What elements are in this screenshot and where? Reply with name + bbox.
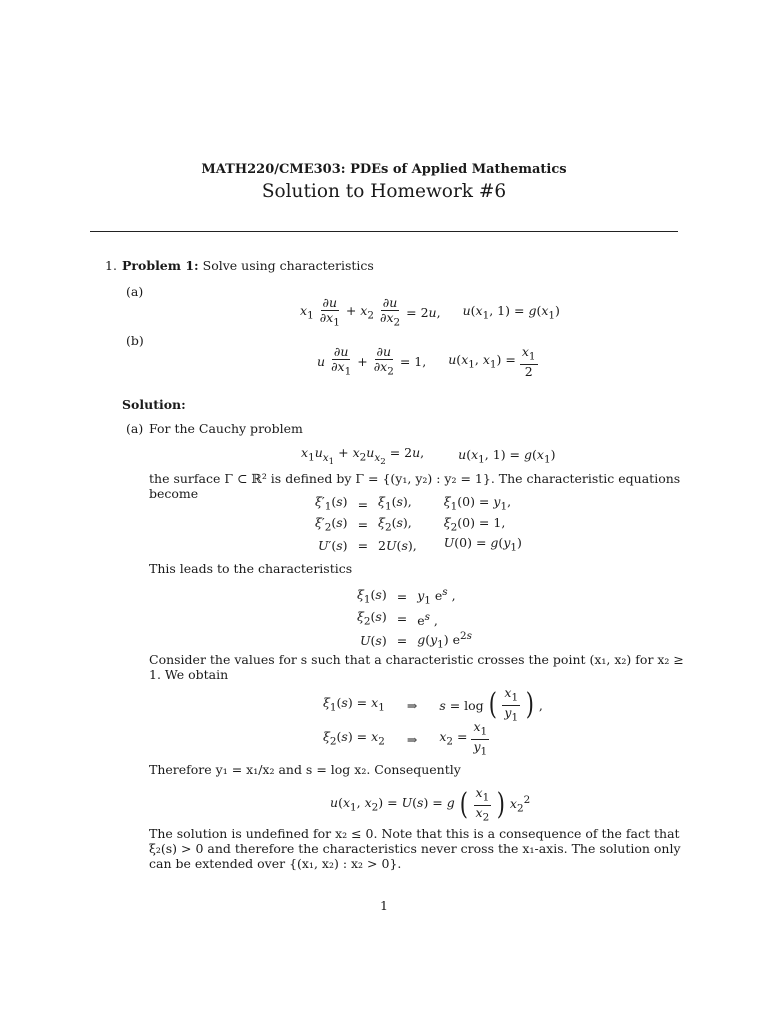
- equation-x2-value: $\xi_2(s) = x_2$ ⇒ $x_2$ = $\frac{x_1}{y_1}$: [323, 719, 488, 757]
- problem-text: Solve using characteristics: [202, 258, 374, 273]
- problem-label: Problem 1:: [122, 258, 199, 273]
- solution-a-intro: For the Cauchy problem: [149, 421, 303, 436]
- equation-b: u $\frac{\partial u}{\partial x_1}$ + $\frac{\partial u}{\partial x_2}$ = 1, $u(x_1$, $x_1$) = $\frac{x_1}{2}$: [317, 344, 536, 379]
- equation-a: $x_1$ $\frac{\partial u}{\partial x_1}$ + $x_2$ $\frac{\partial u}{\partial x_2}$ = 2u, $u(x_1$, $1) = g(x_1)$: [300, 295, 560, 329]
- page-title: Solution to Homework #6: [261, 181, 507, 202]
- part-a-label: (a): [126, 284, 144, 299]
- problem-number: 1.: [105, 258, 117, 273]
- problem-heading: [122, 258, 374, 273]
- characteristics-solution: $\xi_1(s)$ = $y_1$ $e^s$ , $\xi_2(s)$ = $e^s$ , U(s) = $g(y_1)$ $e^{2s}$: [357, 586, 473, 651]
- surface-description: the surface Γ ⊂ ℝ² is defined by Γ = {(y₁, y₂) : y₂ = 1}. The characteristic equations become: [149, 471, 681, 501]
- undefined-domain-text: The solution is undefined for x₂ ≤ 0. Note that this is a consequence of the fact that ξ₂(s) > 0 and therefore the characteristics never cross the x₁-axis. The solution only can be extended over {(x₁, x₂) : x₂ > 0}.: [149, 826, 681, 871]
- divider: [90, 231, 678, 232]
- cauchy-problem-equation: $x_1u_{x_1} + x_2u_{x_2} = 2u$, $u(x_1$, $1) = g(x_1)$: [301, 445, 556, 467]
- page-number: 1: [380, 898, 388, 913]
- consider-text: Consider the values for s such that a characteristic crosses the point (x₁, x₂) for x₂ ≥ 1. We obtain: [149, 652, 684, 682]
- equation-s-value: $\xi_1(s) = x_1$ ⇒ s = log ( $\frac{x_1}{y_1}$ ) ,: [323, 685, 543, 723]
- leads-text: This leads to the characteristics: [149, 561, 353, 576]
- solution-a-label: (a): [126, 421, 144, 436]
- solution-heading: Solution:: [122, 397, 186, 412]
- course-title: MATH220/CME303: PDEs of Applied Mathematics: [201, 162, 567, 177]
- final-solution-equation: $u(x_1$, $x_2) = U(s) = g$ ( $\frac{x_1}{x_2}$ ) $x_2^2$: [330, 785, 531, 823]
- part-b-label: (b): [126, 333, 144, 348]
- characteristic-equations: $\xi'_1(s)$ = $\xi_1(s)$, $\xi_1(0) = y_1$, $\xi'_2(s)$ = $\xi_2(s)$, $\xi_2(0) = 1$, U′(s) = 2U(s), $U(0) = g(y_1)$: [315, 494, 522, 554]
- therefore-text: Therefore y₁ = x₁/x₂ and s = log x₂. Consequently: [149, 762, 461, 777]
